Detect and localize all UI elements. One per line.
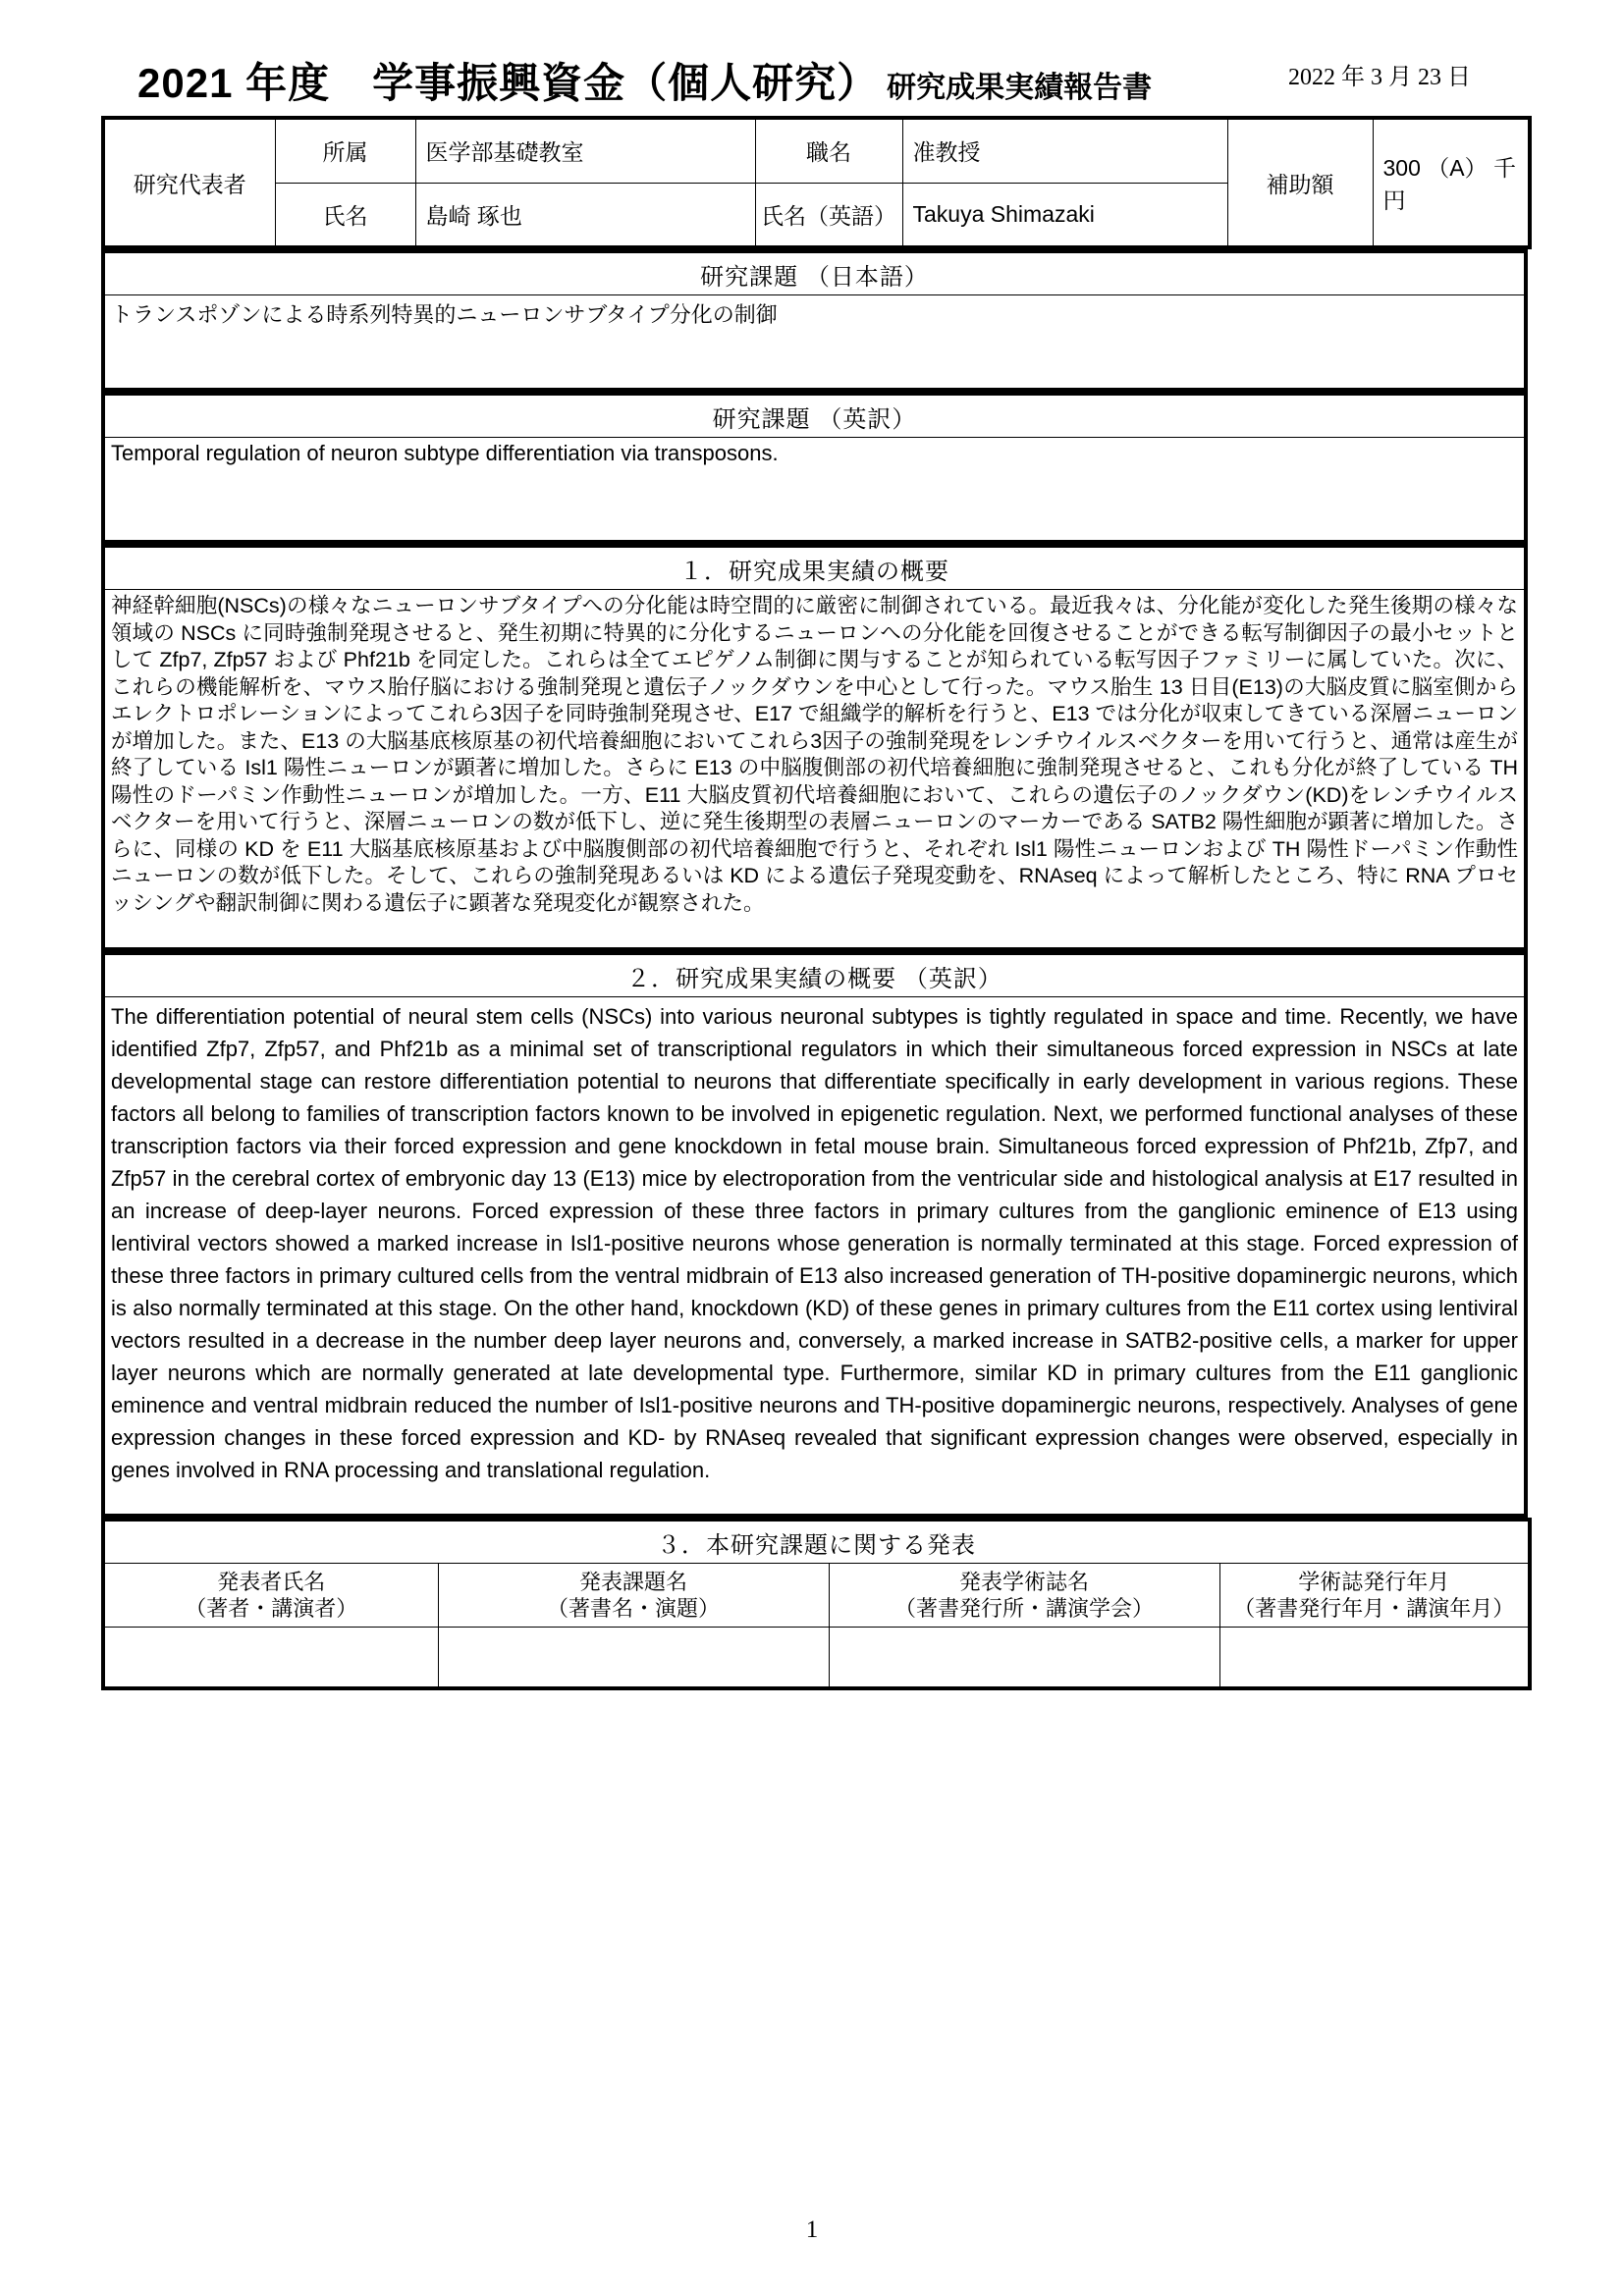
- pub-col-authors-line1: 発表者氏名: [217, 1570, 326, 1594]
- research-title-ja-body: トランスポゾンによる時系列特異的ニューロンサブタイプ分化の制御: [103, 295, 1526, 391]
- affiliation-value: 医学部基礎教室: [415, 118, 755, 183]
- summary-en-table: [101, 951, 1528, 1518]
- pub-col-journal-line2: （著書発行所・講演学会）: [893, 1596, 1154, 1621]
- pub-col-authors: [103, 1564, 438, 1628]
- pub-empty-cell-title: [438, 1628, 829, 1688]
- pub-col-date-line1: 学術誌発行年月: [1298, 1570, 1450, 1594]
- research-title-ja-table: [101, 249, 1528, 392]
- document-title-sub: 研究成果実績報告書: [887, 72, 1153, 104]
- page-number: 1: [805, 2216, 819, 2243]
- pub-col-authors-line2: （著者・講演者）: [185, 1596, 358, 1621]
- research-title-en-body: Temporal regulation of neuron subtype differentiation via transposons.: [103, 438, 1526, 543]
- position-label: 職名: [755, 118, 902, 183]
- pub-empty-cell-date: [1219, 1628, 1530, 1688]
- document-title: [137, 51, 1152, 110]
- document-date: 2022 年 3 月 23 日: [1288, 65, 1471, 90]
- name-value: 島崎 琢也: [415, 183, 755, 247]
- research-title-en-table: [101, 392, 1528, 544]
- representative-table: [101, 116, 1532, 249]
- pub-col-date: [1219, 1564, 1530, 1628]
- pub-col-title-line1: 発表課題名: [578, 1570, 687, 1594]
- pub-col-journal-line1: 発表学術誌名: [958, 1570, 1089, 1594]
- research-title-ja-header: 研究課題 （日本語）: [103, 251, 1526, 295]
- name-en-label: 氏名（英語）: [755, 183, 902, 247]
- summary-ja-header: １．研究成果実績の概要: [103, 546, 1526, 590]
- pub-empty-cell-journal: [829, 1628, 1219, 1688]
- pub-col-title: [438, 1564, 829, 1628]
- summary-en-header: ２．研究成果実績の概要 （英訳）: [103, 953, 1526, 997]
- pub-col-date-line2: （著書発行年月・講演年月）: [1233, 1596, 1515, 1621]
- pub-empty-cell-authors: [103, 1628, 438, 1688]
- document-title-main: 2021 年度 学事振興資金（個人研究）: [137, 60, 880, 106]
- representative-label: 研究代表者: [103, 118, 275, 247]
- name-en-value: Takuya Shimazaki: [902, 183, 1227, 247]
- summary-ja-table: [101, 544, 1528, 951]
- subsidy-value: 300 （A） 千円: [1373, 118, 1530, 247]
- research-title-en-header: 研究課題 （英訳）: [103, 394, 1526, 438]
- summary-en-body: The differentiation potential of neural stem cells (NSCs) into various neuronal subtypes is tightly regulated in space and time. Recently, we have identified Zfp7, Zfp57, and Phf21b as a minimal set of transcriptional regulators in which their simultaneous forced expression in NSCs at late developmental stage can restore differentiation potential to neurons that differentiate specifically in early development in various regions. These factors all belong to families of transcription factors known to be involved in epigenetic regulation. Next, we performed functional analyses of these transcription factors via their forced expression and gene knockdown in fetal mouse brain. Simultaneous forced expression of Phf21b, Zfp7, and Zfp57 in the cerebral cortex of embryonic day 13 (E13) mice by electroporation from the ventricular side and histological analysis at E17 resulted in an increase of deep-layer neurons. Forced expression of these three factors in primary cultures from the ganglionic eminence of E13 using lentiviral vectors showed a marked increase in Isl1-positive neurons whose generation is normally terminated at this stage. Forced expression of these three factors in primary cultured cells from the ventral midbrain of E13 also increased generation of TH-positive dopaminergic neurons, which is also normally terminated at this stage. On the other hand, knockdown (KD) of these genes in primary cultures from the E11 cortex using lentiviral vectors resulted in a decrease in the number deep layer neurons and, conversely, a marked increase in SATB2-positive cells, a marker for upper layer neurons which are normally generated at late developmental type. Furthermore, similar KD in primary cultures from the E11 ganglionic eminence and ventral midbrain reduced the number of Isl1-positive neurons and TH-positive dopaminergic neurons, respectively. Analyses of gene expression changes in these forced expression and KD- by RNAseq revealed that significant expression changes were observed, especially in genes involved in RNA processing and translational regulation.: [103, 997, 1526, 1517]
- affiliation-label: 所属: [275, 118, 415, 183]
- publications-header: ３．本研究課題に関する発表: [103, 1520, 1530, 1564]
- summary-ja-body: 神経幹細胞(NSCs)の様々なニューロンサブタイプへの分化能は時空間的に厳密に制御されている。最近我々は、分化能が変化した発生後期の様々な領域の NSCs に同時強制発現させると、発生初期に特異的に分化するニューロンへの分化能を回復させることができる転写制御因子の最小セットとして Zfp7, Zfp57 および Phf21b を同定した。これらは全てエピゲノム制御に関与することが知られている転写因子ファミリーに属していた。次に、これらの機能解析を、マウス胎仔脳における強制発現と遺伝子ノックダウンを中心として行った。マウス胎生 13 日目(E13)の大脳皮質に脳室側からエレクトロポレーションによってこれら3因子を同時強制発現させ、E17 で組織学的解析を行うと、E13 では分化が収束してきている深層ニューロンが増加した。また、E13 の大脳基底核原基の初代培養細胞においてこれら3因子の強制発現をレンチウイルスベクターを用いて行うと、通常は産生が終了している Isl1 陽性ニューロンが顕著に増加した。さらに E13 の中脳腹側部の初代培養細胞に強制発現させると、これも分化が終了している TH 陽性のドーパミン作動性ニューロンが増加した。一方、E11 大脳皮質初代培養細胞において、これらの遺伝子のノックダウン(KD)をレンチウイルスベクターを用いて行うと、深層ニューロンの数が低下し、逆に発生後期型の表層ニューロンのマーカーである SATB2 陽性細胞が顕著に増加した。さらに、同様の KD を E11 大脳基底核原基および中脳腹側部の初代培養細胞で行うと、それぞれ Isl1 陽性ニューロンおよび TH 陽性ドーパミン作動性ニューロンの数が低下した。そして、これらの強制発現あるいは KD による遺伝子発現変動を、RNAseq によって解析したところ、特に RNA プロセッシングや翻訳制御に関わる遺伝子に顕著な発現変化が観察された。: [103, 590, 1526, 950]
- pub-col-title-line2: （著書名・演題）: [546, 1596, 720, 1621]
- name-label: 氏名: [275, 183, 415, 247]
- pub-col-journal: [829, 1564, 1219, 1628]
- position-value: 准教授: [902, 118, 1227, 183]
- subsidy-label: 補助額: [1227, 118, 1373, 247]
- document-content: [101, 116, 1528, 1690]
- publications-table: [101, 1518, 1532, 1690]
